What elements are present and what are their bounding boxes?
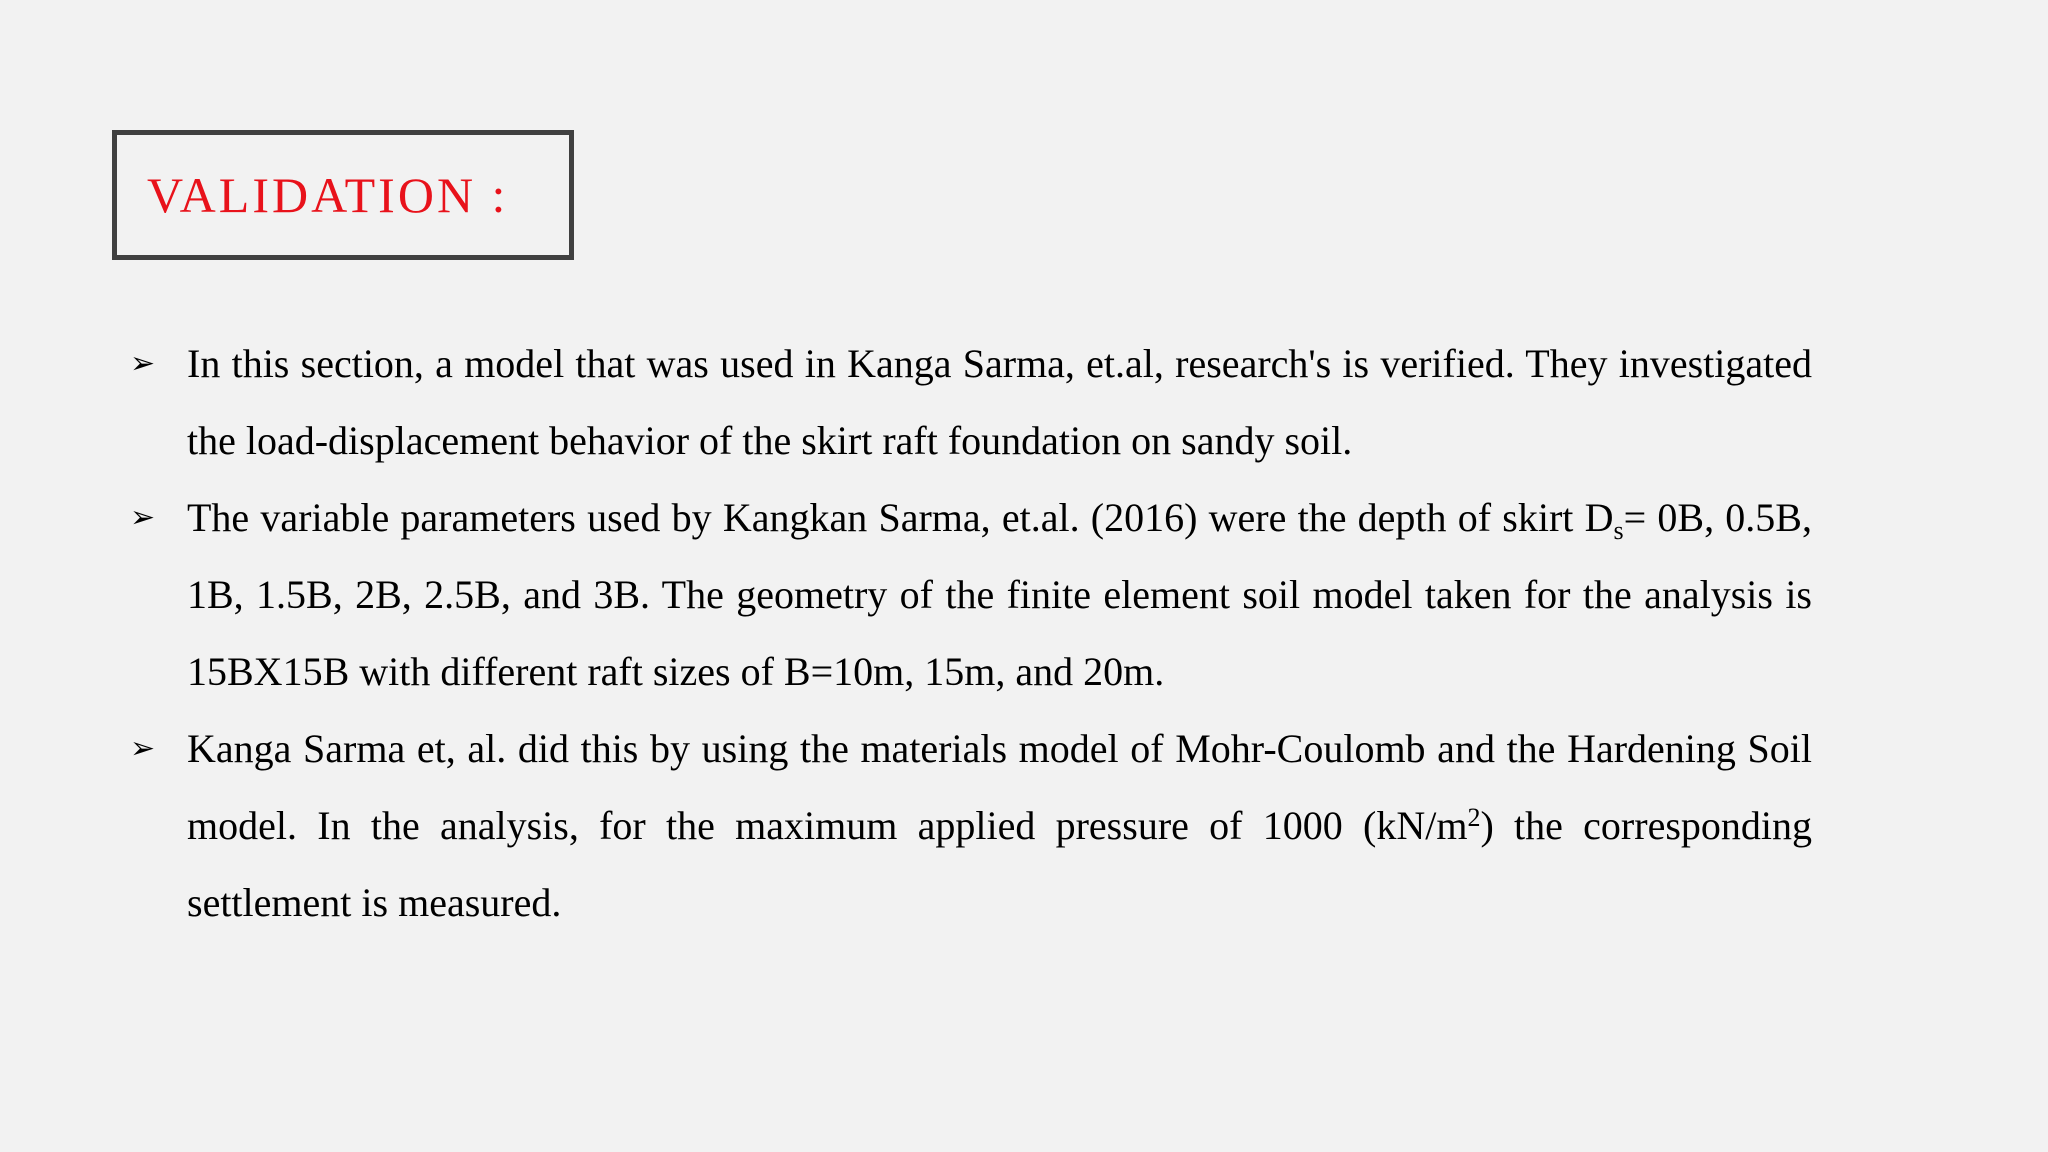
arrowhead-bullet-icon: ➢ xyxy=(130,500,156,535)
bullet-text-cont: = 0B, 0.5B, 1B, 1.5B, 2B, 2.5B, and 3B. The geometry of the finite element soil model taken for the analysis is 15BX15B with different raft sizes of B=10m, 15m, and 20m. xyxy=(187,495,1812,694)
title-box xyxy=(112,130,574,260)
slide-title: VALIDATION : xyxy=(147,167,509,223)
arrowhead-bullet-icon: ➢ xyxy=(130,346,156,381)
subscript: s xyxy=(1613,516,1624,545)
bullet-list xyxy=(130,325,1812,941)
bullet-text-cont: ) the corresponding settlement is measured. xyxy=(187,803,1812,925)
bullet-item-3 xyxy=(130,710,1812,941)
bullet-text: Kanga Sarma et, al. did this by using the materials model of Mohr-Coulomb and the Hardening Soil model. In the analysis, for the maximum applied pressure of 1000 (kN/m xyxy=(187,726,1812,848)
bullet-item-2 xyxy=(130,479,1812,710)
superscript: 2 xyxy=(1467,803,1481,832)
arrowhead-bullet-icon: ➢ xyxy=(130,731,156,766)
bullet-item-1 xyxy=(130,325,1812,479)
bullet-text: The variable parameters used by Kangkan Sarma, et.al. (2016) were the depth of skirt D xyxy=(187,495,1614,540)
bullet-text: In this section, a model that was used in Kanga Sarma, et.al, research's is verified. They investigated the load-displacement behavior of the skirt raft foundation on sandy soil. xyxy=(187,341,1812,463)
